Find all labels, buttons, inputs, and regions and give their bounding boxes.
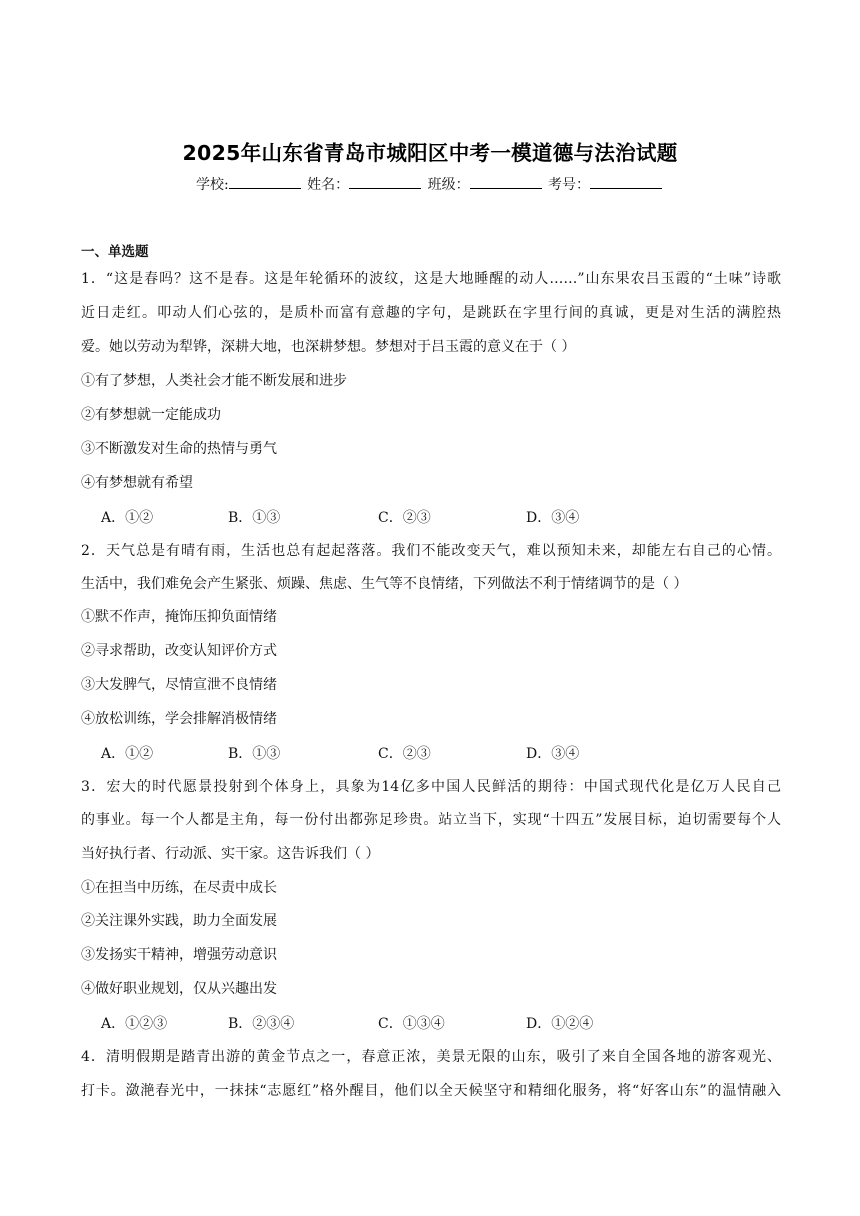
school-blank[interactable] [229,176,301,189]
option-c[interactable]: C．②③ [378,510,431,526]
question-1-item-1: ①有了梦想，人类社会才能不断发展和进步 [81,373,347,389]
question-4-line-2: 打卡。潋滟春光中，一抹抹“志愿红”格外醒目，他们以全天候坚守和精细化服务，将“好客山东”的温情融入 [81,1083,781,1099]
question-3-item-4: ④做好职业规划，仅从兴趣出发 [81,981,277,997]
question-2-item-2: ②寻求帮助，改变认知评价方式 [81,643,277,659]
question-1-item-4: ④有梦想就有希望 [81,475,193,491]
question-4-line-1: 4．清明假期是踏青出游的黄金节点之一，春意正浓，美景无限的山东，吸引了来自全国各地的游客观光、 [81,1049,781,1065]
name-blank[interactable] [349,176,421,189]
option-d[interactable]: D．③④ [526,746,580,762]
student-info-line [0,174,860,194]
school-label: 学校: [195,177,229,193]
question-3-line-1: 3．宏大的时代愿景投射到个体身上，具象为14亿多中国人民鲜活的期待：中国式现代化是亿万人民自己 [81,779,781,795]
question-3-item-1: ①在担当中历练，在尽责中成长 [81,880,277,896]
option-a[interactable]: A．①②③ [101,1016,168,1032]
question-3-line-2: 的事业。每一个人都是主角，每一份付出都弥足珍贵。站立当下，实现“十四五”发展目标，迫切需要每个人 [81,812,781,828]
option-b[interactable]: B．②③④ [228,1016,295,1032]
number-label: 考号： [548,177,591,193]
question-3-item-3: ③发扬实干精神，增强劳动意识 [81,947,277,963]
option-b[interactable]: B．①③ [228,510,281,526]
class-blank[interactable] [470,176,542,189]
option-c[interactable]: C．①③④ [378,1016,445,1032]
question-2-line-2: 生活中，我们难免会产生紧张、烦躁、焦虑、生气等不良情绪，下列做法不利于情绪调节的是（ ） [81,576,688,592]
option-b[interactable]: B．①③ [228,746,281,762]
question-2-line-1: 2．天气总是有晴有雨，生活也总有起起落落。我们不能改变天气，难以预知未来，却能左右自己的心情。 [81,543,781,559]
question-3-item-2: ②关注课外实践，助力全面发展 [81,913,277,929]
question-1-line-1: 1．“这是春吗？这不是春。这是年轮循环的波纹，这是大地睡醒的动人……”山东果农吕玉霞的“土味”诗歌 [81,271,781,287]
option-a[interactable]: A．①② [101,510,154,526]
class-label: 班级： [427,177,470,193]
option-d[interactable]: D．③④ [526,510,580,526]
option-d[interactable]: D．①②④ [526,1016,594,1032]
question-2-item-1: ①默不作声，掩饰压抑负面情绪 [81,609,277,625]
section-title: 一、单选题 [81,244,149,260]
question-2-item-3: ③大发脾气，尽情宣泄不良情绪 [81,677,277,693]
page-title: 2025年山东省青岛市城阳区中考一模道德与法治试题 [182,141,678,165]
question-1-line-2: 近日走红。叩动人们心弦的，是质朴而富有意趣的字句，是跳跃在字里行间的真诚，更是对生活的满腔热 [81,305,781,321]
question-2-item-4: ④放松训练，学会排解消极情绪 [81,711,277,727]
question-1-item-2: ②有梦想就一定能成功 [81,407,221,423]
option-a[interactable]: A．①② [101,746,154,762]
number-blank[interactable] [590,176,662,189]
option-c[interactable]: C．②③ [378,746,431,762]
question-1-item-3: ③不断激发对生命的热情与勇气 [81,441,277,457]
question-1-line-3: 爱。她以劳动为犁铧，深耕大地，也深耕梦想。梦想对于吕玉霞的意义在于（ ） [81,339,576,355]
question-3-line-3: 当好执行者、行动派、实干家。这告诉我们（ ） [81,846,380,862]
name-label: 姓名： [307,177,350,193]
